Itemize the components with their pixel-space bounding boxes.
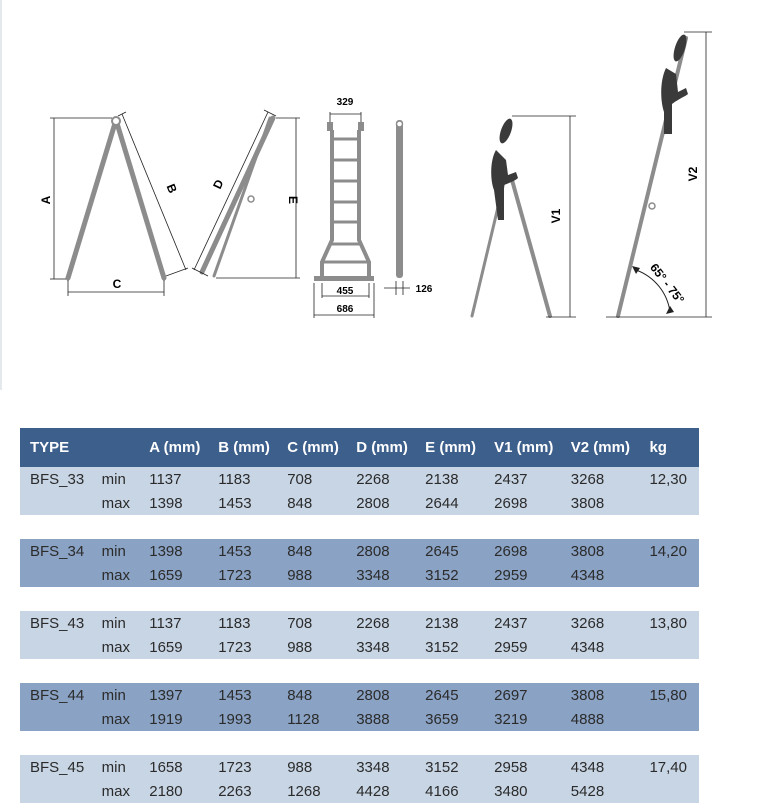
table-cell: 3348 bbox=[346, 563, 415, 587]
dim-label-v2: V2 bbox=[686, 166, 700, 182]
cell-kg: 15,80 bbox=[639, 683, 699, 707]
cell-type: BFS_33 bbox=[20, 467, 92, 491]
table-cell: 2644 bbox=[415, 491, 484, 515]
table-row bbox=[20, 683, 699, 707]
table-cell: 2959 bbox=[484, 563, 561, 587]
cell-range: max bbox=[92, 707, 140, 731]
cell-range: max bbox=[92, 563, 140, 587]
dim-label-455: 455 bbox=[336, 286, 354, 297]
table-cell: 2138 bbox=[415, 611, 484, 635]
dim-label-329: 329 bbox=[336, 97, 354, 108]
table-cell: 4348 bbox=[561, 755, 640, 779]
specification-table bbox=[20, 428, 699, 803]
table-row bbox=[20, 755, 699, 779]
header-v1: V1 (mm) bbox=[484, 428, 561, 467]
row-separator bbox=[20, 587, 699, 611]
table-row bbox=[20, 563, 699, 587]
cell-kg bbox=[639, 707, 699, 731]
front-view-figure bbox=[314, 97, 374, 318]
v2-figure bbox=[606, 32, 712, 317]
dim-label-a: A bbox=[39, 195, 53, 205]
table-cell: 2698 bbox=[484, 539, 561, 563]
cell-type: BFS_34 bbox=[20, 539, 92, 563]
table-cell: 3808 bbox=[561, 539, 640, 563]
ladder-dimension-diagram bbox=[0, 0, 757, 400]
cell-range: max bbox=[92, 635, 140, 659]
header-e: E (mm) bbox=[415, 428, 484, 467]
row-separator bbox=[20, 659, 699, 683]
table-cell: 4348 bbox=[561, 635, 640, 659]
table-cell: 2645 bbox=[415, 683, 484, 707]
table-cell: 1398 bbox=[139, 491, 208, 515]
table-cell: 1723 bbox=[208, 755, 277, 779]
table-row bbox=[20, 467, 699, 491]
table-cell: 3152 bbox=[415, 755, 484, 779]
table-cell: 2808 bbox=[346, 683, 415, 707]
table-cell: 1183 bbox=[208, 611, 277, 635]
cell-range: min bbox=[92, 539, 140, 563]
table-cell: 2268 bbox=[346, 611, 415, 635]
table-cell: 848 bbox=[277, 539, 346, 563]
table-cell: 1723 bbox=[208, 563, 277, 587]
table-cell: 1128 bbox=[277, 707, 346, 731]
table-row bbox=[20, 491, 699, 515]
cell-range: min bbox=[92, 683, 140, 707]
header-v2: V2 (mm) bbox=[561, 428, 640, 467]
cell-type bbox=[20, 779, 92, 803]
table-cell: 3152 bbox=[415, 563, 484, 587]
table-cell: 2437 bbox=[484, 467, 561, 491]
cell-type: BFS_43 bbox=[20, 611, 92, 635]
table-cell: 4888 bbox=[561, 707, 640, 731]
table-row bbox=[20, 611, 699, 635]
header-d: D (mm) bbox=[346, 428, 415, 467]
table-cell: 4348 bbox=[561, 563, 640, 587]
dim-label-126: 126 bbox=[415, 284, 433, 295]
table-cell: 1659 bbox=[139, 635, 208, 659]
table-cell: 3888 bbox=[346, 707, 415, 731]
table-cell: 3480 bbox=[484, 779, 561, 803]
table-cell: 3659 bbox=[415, 707, 484, 731]
cell-range: max bbox=[92, 779, 140, 803]
table-cell: 2808 bbox=[346, 539, 415, 563]
table-cell: 2268 bbox=[346, 467, 415, 491]
cell-type: BFS_45 bbox=[20, 755, 92, 779]
table-cell: 3808 bbox=[561, 683, 640, 707]
table-row bbox=[20, 635, 699, 659]
cell-kg: 14,20 bbox=[639, 539, 699, 563]
header-type: TYPE bbox=[20, 428, 92, 467]
dim-label-686: 686 bbox=[336, 304, 354, 315]
dim-label-b: B bbox=[163, 181, 180, 196]
table-row bbox=[20, 539, 699, 563]
table-row bbox=[20, 779, 699, 803]
table-cell: 708 bbox=[277, 467, 346, 491]
cell-kg bbox=[639, 563, 699, 587]
dim-label-v1: V1 bbox=[549, 208, 563, 224]
cell-range: max bbox=[92, 491, 140, 515]
table-cell: 3808 bbox=[561, 491, 640, 515]
table-cell: 3268 bbox=[561, 467, 640, 491]
table-cell: 1659 bbox=[139, 563, 208, 587]
side-view-figure bbox=[384, 120, 433, 295]
table-cell: 3348 bbox=[346, 755, 415, 779]
table-cell: 708 bbox=[277, 611, 346, 635]
header-kg: kg bbox=[639, 428, 699, 467]
table-cell: 1268 bbox=[277, 779, 346, 803]
row-separator bbox=[20, 731, 699, 755]
header-a: A (mm) bbox=[139, 428, 208, 467]
table-cell: 988 bbox=[277, 563, 346, 587]
dim-label-c: C bbox=[112, 277, 122, 291]
table-cell: 848 bbox=[277, 491, 346, 515]
header-c: C (mm) bbox=[277, 428, 346, 467]
table-cell: 4166 bbox=[415, 779, 484, 803]
cell-kg: 13,80 bbox=[639, 611, 699, 635]
cell-kg: 12,30 bbox=[639, 467, 699, 491]
person-icon bbox=[491, 117, 518, 220]
folded-ladder-figure bbox=[192, 110, 300, 278]
table-row bbox=[20, 707, 699, 731]
table-cell: 1453 bbox=[208, 683, 277, 707]
table-header-row bbox=[20, 428, 699, 467]
cell-range: min bbox=[92, 467, 140, 491]
cell-type: BFS_44 bbox=[20, 683, 92, 707]
table-cell: 1137 bbox=[139, 467, 208, 491]
row-separator bbox=[20, 515, 699, 539]
header-b: B (mm) bbox=[208, 428, 277, 467]
header-range bbox=[92, 428, 140, 467]
angle-label: 65° - 75° bbox=[647, 260, 688, 307]
table-cell: 2698 bbox=[484, 491, 561, 515]
table-cell: 2808 bbox=[346, 491, 415, 515]
person-icon bbox=[661, 33, 689, 134]
table-cell: 2697 bbox=[484, 683, 561, 707]
cell-type bbox=[20, 635, 92, 659]
table-cell: 1397 bbox=[139, 683, 208, 707]
table-cell: 988 bbox=[277, 755, 346, 779]
table-cell: 2958 bbox=[484, 755, 561, 779]
cell-kg bbox=[639, 779, 699, 803]
table-cell: 2180 bbox=[139, 779, 208, 803]
table-cell: 1919 bbox=[139, 707, 208, 731]
cell-type bbox=[20, 491, 92, 515]
table-cell: 1398 bbox=[139, 539, 208, 563]
table-cell: 3348 bbox=[346, 635, 415, 659]
table-cell: 3152 bbox=[415, 635, 484, 659]
cell-kg: 17,40 bbox=[639, 755, 699, 779]
table-cell: 1183 bbox=[208, 467, 277, 491]
dim-label-e: E bbox=[286, 195, 300, 205]
table-cell: 2263 bbox=[208, 779, 277, 803]
table-cell: 1453 bbox=[208, 539, 277, 563]
table-cell: 2645 bbox=[415, 539, 484, 563]
a-frame-figure bbox=[39, 112, 188, 296]
table-cell: 1453 bbox=[208, 491, 277, 515]
table-cell: 1993 bbox=[208, 707, 277, 731]
table-cell: 1723 bbox=[208, 635, 277, 659]
table-cell: 1137 bbox=[139, 611, 208, 635]
table-cell: 2138 bbox=[415, 467, 484, 491]
table-cell: 848 bbox=[277, 683, 346, 707]
cell-kg bbox=[639, 635, 699, 659]
table-cell: 1658 bbox=[139, 755, 208, 779]
table-cell: 2437 bbox=[484, 611, 561, 635]
cell-type bbox=[20, 707, 92, 731]
table-cell: 4428 bbox=[346, 779, 415, 803]
cell-range: min bbox=[92, 755, 140, 779]
table-cell: 2959 bbox=[484, 635, 561, 659]
cell-kg bbox=[639, 491, 699, 515]
table-cell: 5428 bbox=[561, 779, 640, 803]
table-cell: 988 bbox=[277, 635, 346, 659]
table-cell: 3268 bbox=[561, 611, 640, 635]
cell-range: min bbox=[92, 611, 140, 635]
cell-type bbox=[20, 563, 92, 587]
dim-label-d: D bbox=[210, 177, 227, 192]
table-cell: 3219 bbox=[484, 707, 561, 731]
v1-figure bbox=[472, 116, 576, 317]
